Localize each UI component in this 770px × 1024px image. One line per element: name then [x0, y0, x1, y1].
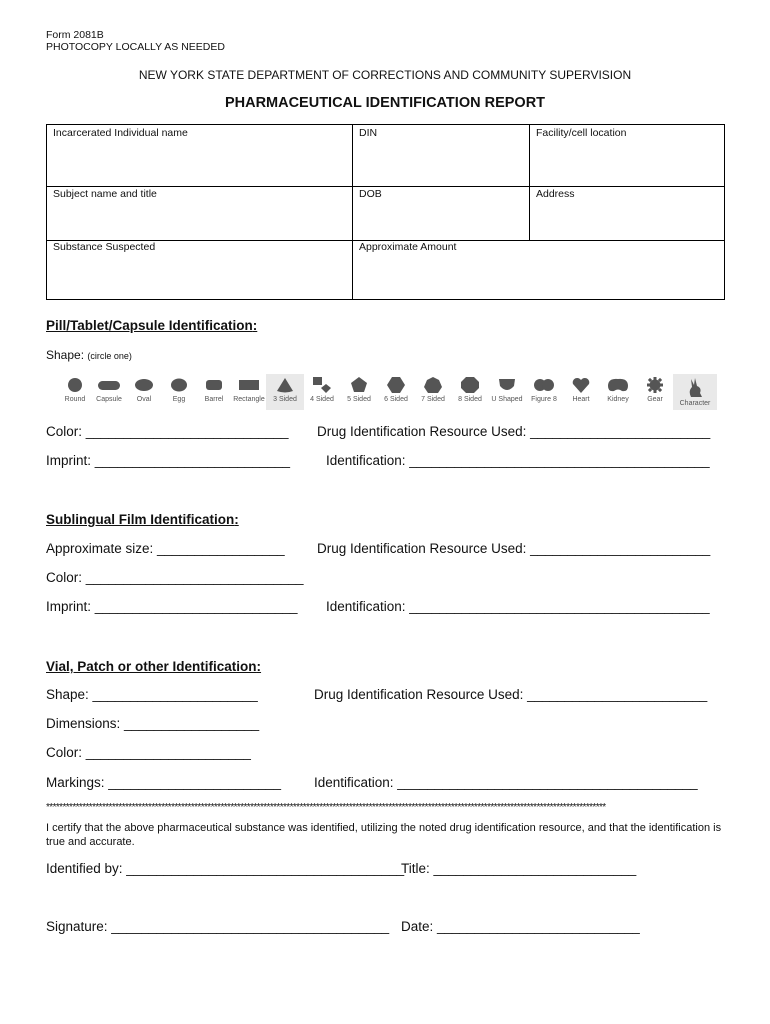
shape-4-sided[interactable]: 4 Sided	[303, 374, 341, 410]
vial-resource-field[interactable]: Drug Identification Resource Used: ________________________	[314, 687, 708, 702]
incarcerated-name-field[interactable]: Incarcerated Individual name	[53, 127, 188, 139]
octagon-shape-icon	[460, 376, 480, 394]
pill-imprint-field[interactable]: Imprint: __________________________	[46, 453, 290, 468]
film-resource-field[interactable]: Drug Identification Resource Used: ________________________	[317, 541, 711, 556]
gear-shape-icon	[645, 376, 665, 394]
shape-heart[interactable]: Heart	[562, 374, 600, 410]
film-imprint-field[interactable]: Imprint: ___________________________	[46, 599, 298, 614]
shape-7-sided[interactable]: 7 Sided	[414, 374, 452, 410]
shape-gear[interactable]: Gear	[636, 374, 674, 410]
pill-resource-field[interactable]: Drug Identification Resource Used: ________________________	[317, 424, 711, 439]
shape-barrel[interactable]: Barrel	[195, 374, 233, 410]
round-shape-icon	[66, 376, 84, 394]
amount-field[interactable]: Approximate Amount	[359, 241, 457, 253]
vial-dimensions-field[interactable]: Dimensions: __________________	[46, 716, 260, 731]
vial-identification-field[interactable]: Identification: ________________________________________	[314, 775, 698, 790]
signature-field[interactable]: Signature: _____________________________________	[46, 919, 390, 934]
capsule-shape-icon	[97, 376, 121, 394]
vial-markings-field[interactable]: Markings: _______________________	[46, 775, 281, 790]
certification-text: I certify that the above pharmaceutical substance was identified, utilizing the noted drug identification resource, and that the identification is true and accurate.	[46, 822, 722, 848]
shape-egg[interactable]: Egg	[160, 374, 198, 410]
shape-capsule[interactable]: Capsule	[90, 374, 128, 410]
dob-field[interactable]: DOB	[359, 188, 382, 200]
vial-shape-field[interactable]: Shape: ______________________	[46, 687, 258, 702]
figure-eight-shape-icon	[532, 376, 556, 394]
form-number: Form 2081B	[46, 29, 104, 41]
rabbit-character-icon	[685, 376, 705, 398]
shape-figure-8[interactable]: Figure 8	[525, 374, 563, 410]
shape-kidney[interactable]: Kidney	[599, 374, 637, 410]
separator-line: **************************************************************************************************************************************************************************	[46, 802, 606, 813]
heptagon-shape-icon	[423, 376, 443, 394]
pill-color-field[interactable]: Color: ___________________________	[46, 424, 289, 439]
shape-label: Shape: (circle one)	[46, 348, 132, 362]
kidney-shape-icon	[606, 376, 630, 394]
egg-shape-icon	[169, 376, 189, 394]
vial-section-heading: Vial, Patch or other Identification:	[46, 659, 262, 674]
shape-5-sided[interactable]: 5 Sided	[340, 374, 378, 410]
film-identification-field[interactable]: Identification: ________________________________________	[326, 599, 710, 614]
hexagon-shape-icon	[386, 376, 406, 394]
shape-6-sided[interactable]: 6 Sided	[377, 374, 415, 410]
shape-u-shaped[interactable]: U Shaped	[488, 374, 526, 410]
u-shape-icon	[497, 376, 517, 394]
shape-rectangle[interactable]: Rectangle	[230, 374, 268, 410]
pentagon-shape-icon	[349, 376, 369, 394]
oval-shape-icon	[133, 376, 155, 394]
shape-character[interactable]: Character	[673, 374, 717, 410]
pill-identification-field[interactable]: Identification: ________________________________________	[326, 453, 710, 468]
rectangle-shape-icon	[237, 376, 261, 394]
vial-color-field[interactable]: Color: ______________________	[46, 745, 251, 760]
department-name: NEW YORK STATE DEPARTMENT OF CORRECTIONS AND COMMUNITY SUPERVISION	[138, 68, 632, 82]
page-title: PHARMACEUTICAL IDENTIFICATION REPORT	[224, 95, 546, 111]
address-field[interactable]: Address	[536, 188, 575, 200]
photocopy-note: PHOTOCOPY LOCALLY AS NEEDED	[46, 41, 225, 53]
info-table	[46, 124, 725, 300]
barrel-shape-icon	[204, 376, 224, 394]
identified-by-field[interactable]: Identified by: _____________________________________	[46, 861, 405, 876]
film-size-field[interactable]: Approximate size: _________________	[46, 541, 285, 556]
pill-section-heading: Pill/Tablet/Capsule Identification:	[46, 318, 258, 333]
heart-shape-icon	[571, 376, 591, 394]
shape-round[interactable]: Round	[56, 374, 94, 410]
shape-3-sided[interactable]: 3 Sided	[266, 374, 304, 410]
shape-8-sided[interactable]: 8 Sided	[451, 374, 489, 410]
film-color-field[interactable]: Color: _____________________________	[46, 570, 304, 585]
film-section-heading: Sublingual Film Identification:	[46, 512, 239, 527]
shape-options	[60, 374, 720, 410]
substance-field[interactable]: Substance Suspected	[53, 241, 156, 253]
shape-oval[interactable]: Oval	[125, 374, 163, 410]
subject-name-field[interactable]: Subject name and title	[53, 188, 157, 200]
title-field[interactable]: Title: ___________________________	[401, 861, 637, 876]
triangle-shape-icon	[275, 376, 295, 394]
din-field[interactable]: DIN	[359, 127, 378, 139]
square-diamond-shape-icon	[311, 376, 333, 394]
date-field[interactable]: Date: ___________________________	[401, 919, 640, 934]
facility-field[interactable]: Facility/cell location	[536, 127, 627, 139]
